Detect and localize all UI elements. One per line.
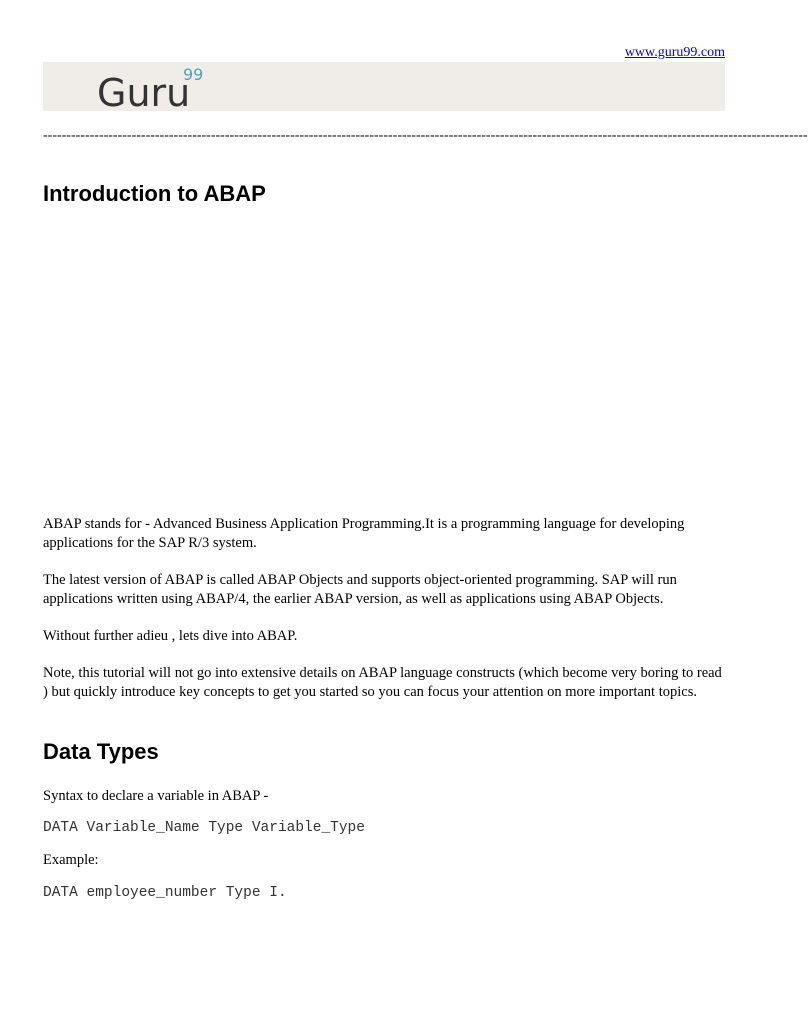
page-title: Introduction to ABAP [43, 181, 266, 206]
logo-text: Guru [97, 71, 191, 115]
site-link[interactable]: www.guru99.com [624, 45, 725, 60]
intro-paragraph-1: ABAP stands for - Advanced Business Application Programming.It is a programming language for developing applications for the SAP R/3 system. [43, 516, 685, 551]
example-code: DATA employee_number Type I. [43, 885, 287, 901]
intro-paragraph-2: The latest version of ABAP is called ABAP Objects and supports object-oriented programming. SAP will run applications written using ABAP/4, the earlier ABAP version, as well as applications using ABAP Objects. [43, 572, 677, 607]
header-banner [43, 62, 725, 115]
syntax-code: DATA Variable_Name Type Variable_Type [43, 820, 365, 836]
intro-paragraph-3: Without further adieu , lets dive into ABAP. [43, 628, 298, 644]
logo-superscript: 99 [183, 65, 204, 84]
blank-space [43, 220, 725, 500]
guru99-logo [97, 62, 257, 115]
syntax-label: Syntax to declare a variable in ABAP - [43, 788, 269, 804]
section-title-data-types: Data Types [43, 739, 159, 764]
intro-paragraph-4: Note, this tutorial will not go into extensive details on ABAP language constructs (which become very boring to read ) but quickly introduce key concepts to get you started so you can focus your attention on more important topics. [43, 665, 722, 700]
example-label: Example: [43, 852, 99, 868]
header-divider: -------------------------------------------------------------------------------------------------------------------------------------------------------------------- [43, 128, 808, 143]
